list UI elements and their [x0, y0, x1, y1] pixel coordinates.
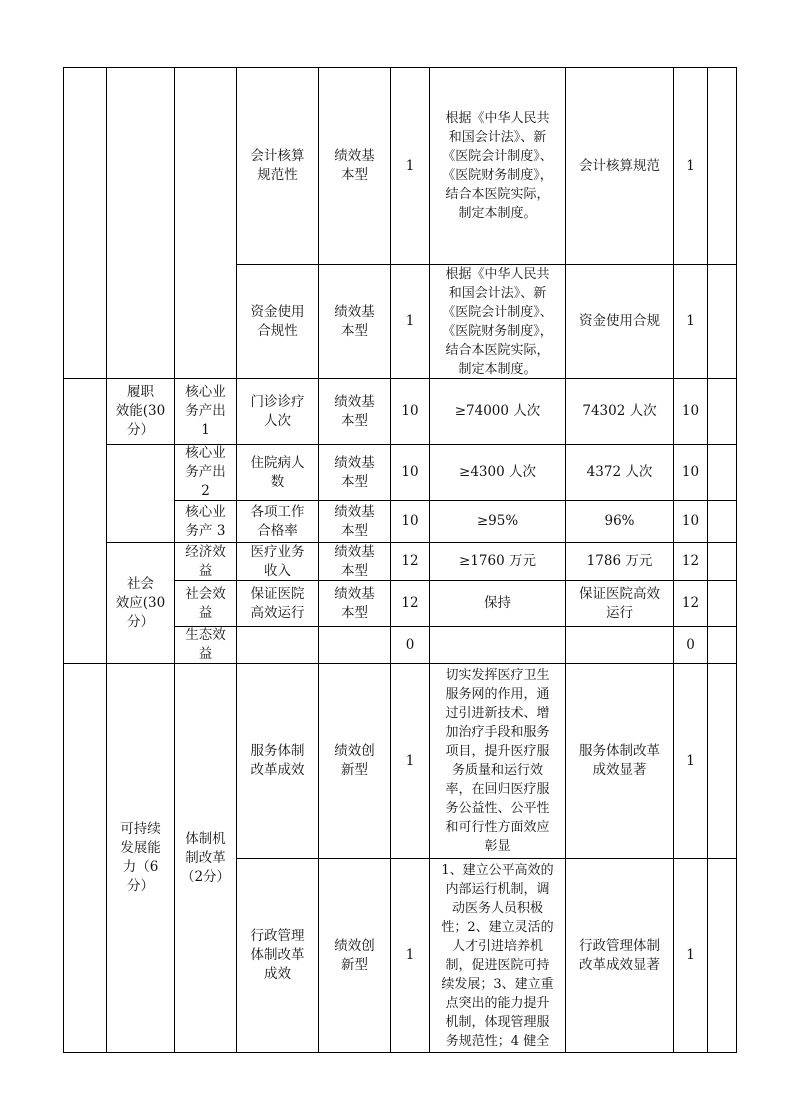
target-accounting: [429, 67, 566, 265]
level2-ecological-benefit-label: 生态效 益: [185, 627, 226, 662]
indicator-service-reform-text: 服务体制 改革成效: [250, 743, 305, 778]
blank-column-bottom: [63, 663, 107, 1053]
actual-service-reform-text: 服务体制改革 成效显著: [579, 743, 660, 778]
type-outpatient-text: 绩效基 本型: [334, 393, 375, 429]
target-ecology: [429, 626, 566, 664]
weight-inpatient: [390, 444, 430, 501]
weight-inpatient-text: 10: [401, 464, 419, 480]
weight-ecology: [390, 626, 430, 664]
score-social-text: 12: [681, 595, 700, 611]
actual-funds: [565, 264, 674, 379]
type-admin-reform: [318, 858, 391, 1053]
type-admin-reform-text: 绩效创 新型: [334, 937, 375, 973]
weight-social-text: 12: [401, 595, 419, 611]
level2-system-reform: [174, 663, 237, 1053]
indicator-social-text: 保证医院 高效运行: [250, 585, 305, 621]
level2-ecological-benefit: [174, 626, 237, 664]
target-outpatient: [429, 378, 566, 445]
weight-outpatient-text: 10: [401, 403, 419, 419]
target-medical-income: [429, 542, 566, 581]
remark-funds: [707, 264, 737, 379]
target-admin-reform-text: 1、建立公平高效的 内部运行机制，调 动医务人员积极 性；2、建立灵活的 人才引进培养机 制，促进医院可持 续发展；3、建立重 点突出的能力提升 机制，体现管理服 务规范性；4 健全: [441, 862, 554, 1049]
target-service-reform-text: 切实发挥医疗卫生 服务网的作用，通 过引进新技术、增 加治疗手段和服务 项目，提升医疗服 务质量和运行效 率，在回归医疗服 务公益性、公平性 和可行性方面效应 彰显: [445, 668, 550, 854]
target-inpatient: [429, 444, 566, 501]
indicator-service-reform: [236, 663, 319, 859]
remark-admin-reform: [707, 858, 737, 1053]
type-qualified-text: 绩效基 本型: [334, 503, 375, 539]
actual-outpatient-text: 74302 人次: [582, 403, 657, 419]
score-service-reform: [673, 663, 708, 859]
type-medical-income: [318, 542, 391, 581]
indicator-inpatient-text: 住院病人 数: [250, 454, 305, 490]
weight-medical-income: [390, 542, 430, 581]
actual-accounting-text: 会计核算规范: [579, 157, 660, 174]
score-outpatient-text: 10: [681, 403, 700, 419]
actual-social-text: 保证医院高效 运行: [579, 585, 660, 621]
weight-service-reform-text: 1: [405, 752, 415, 769]
score-accounting: [673, 67, 708, 265]
level2-core-output-2-label: 核心业 务产出 2: [185, 445, 226, 499]
level2-blank-top: [174, 67, 237, 379]
score-accounting-text: 1: [686, 157, 695, 174]
indicator-accounting-text: 会计核算 规范性: [250, 148, 305, 183]
indicator-funds: [236, 264, 319, 379]
weight-accounting: [390, 67, 430, 265]
actual-funds-text: 资金使用合规: [579, 313, 660, 329]
type-accounting: [318, 67, 391, 265]
level2-core-output-1: [174, 378, 237, 445]
type-inpatient-text: 绩效基 本型: [334, 454, 375, 490]
indicator-funds-text: 资金使用 合规性: [250, 303, 305, 339]
indicator-accounting: [236, 67, 319, 265]
score-qualified-text: 10: [681, 513, 700, 529]
type-social: [318, 580, 391, 627]
score-funds: [673, 264, 708, 379]
actual-social: [565, 580, 674, 627]
indicator-medical-income-text: 医疗业务 收入: [250, 543, 305, 579]
type-service-reform: [318, 663, 391, 859]
type-funds-text: 绩效基 本型: [334, 303, 375, 339]
score-medical-income: [673, 542, 708, 581]
blank-column-middle: [63, 378, 107, 664]
score-funds-text: 1: [686, 313, 695, 329]
actual-inpatient: [565, 444, 674, 501]
target-outpatient-text: ≥74000 人次: [454, 403, 541, 419]
type-qualified: [318, 500, 391, 543]
target-funds-text: 根据《中华人民共 和国会计法》、新 《医院会计制度》、 《医院财务制度》， 结合本医院实际， 制定本制度。: [442, 266, 553, 377]
indicator-ecology: [236, 626, 319, 664]
weight-funds: [390, 264, 430, 379]
type-funds: [318, 264, 391, 379]
score-admin-reform-text: 1: [686, 947, 695, 963]
actual-qualified-text: 96%: [604, 513, 635, 529]
type-inpatient: [318, 444, 391, 501]
weight-funds-text: 1: [405, 313, 415, 329]
level2-core-output-3: [174, 500, 237, 543]
score-inpatient: [673, 444, 708, 501]
weight-ecology-text: 0: [405, 636, 415, 653]
level1-social-effect-label: 社会 效应(30 分）: [115, 575, 166, 630]
remark-inpatient: [707, 444, 737, 501]
indicator-admin-reform: [236, 858, 319, 1053]
target-funds: [429, 264, 566, 379]
remark-ecology: [707, 626, 737, 664]
weight-service-reform: [390, 663, 430, 859]
level1-sustainable-development: [106, 663, 175, 1053]
level2-economic-benefit: [174, 542, 237, 581]
score-inpatient-text: 10: [681, 464, 700, 480]
target-social: [429, 580, 566, 627]
indicator-medical-income: [236, 542, 319, 581]
score-social: [673, 580, 708, 627]
weight-admin-reform: [390, 858, 430, 1053]
score-outpatient: [673, 378, 708, 445]
score-service-reform-text: 1: [686, 752, 695, 769]
actual-service-reform: [565, 663, 674, 859]
target-medical-income-text: ≥1760 万元: [459, 553, 536, 569]
actual-accounting: [565, 67, 674, 265]
actual-ecology: [565, 626, 674, 664]
target-inpatient-text: ≥4300 人次: [459, 464, 536, 480]
indicator-outpatient: [236, 378, 319, 445]
type-outpatient: [318, 378, 391, 445]
blank-column-top: [63, 67, 107, 379]
level1-sustainable-development-label: 可持续 发展能 力（6 分）: [120, 821, 161, 894]
actual-admin-reform-text: 行政管理体制 改革成效显著: [579, 937, 660, 973]
remark-qualified: [707, 500, 737, 543]
indicator-qualified: [236, 500, 319, 543]
target-qualified: [429, 500, 566, 543]
remark-service-reform: [707, 663, 737, 859]
level2-social-benefit-label: 社会效 益: [185, 585, 226, 621]
target-service-reform: [429, 663, 566, 859]
level2-system-reform-label: 体制机 制改革 （2分）: [180, 830, 231, 885]
weight-medical-income-text: 12: [401, 553, 419, 569]
actual-qualified: [565, 500, 674, 543]
actual-medical-income-text: 1786 万元: [586, 553, 653, 569]
remark-medical-income: [707, 542, 737, 581]
target-admin-reform: [429, 858, 566, 1053]
score-ecology: [673, 626, 708, 664]
type-social-text: 绩效基 本型: [334, 585, 375, 621]
indicator-inpatient: [236, 444, 319, 501]
target-social-text: 保持: [484, 595, 511, 611]
weight-admin-reform-text: 1: [405, 947, 415, 963]
weight-qualified-text: 10: [401, 513, 419, 529]
weight-qualified: [390, 500, 430, 543]
level1-blank-top: [106, 67, 175, 379]
indicator-qualified-text: 各项工作 合格率: [250, 503, 305, 539]
level1-blank-mid: [106, 444, 175, 543]
actual-outpatient: [565, 378, 674, 445]
level1-performance-efficiency: [106, 378, 175, 445]
score-medical-income-text: 12: [681, 553, 700, 569]
indicator-admin-reform-text: 行政管理 体制改革 成效: [250, 928, 305, 982]
level2-core-output-3-label: 核心业 务产 3: [185, 503, 226, 539]
actual-admin-reform: [565, 858, 674, 1053]
indicator-outpatient-text: 门诊诊疗 人次: [250, 393, 305, 429]
level2-economic-benefit-label: 经济效 益: [185, 543, 226, 579]
remark-outpatient: [707, 378, 737, 445]
level1-social-effect: [106, 542, 175, 664]
level2-core-output-2: [174, 444, 237, 501]
type-accounting-text: 绩效基 本型: [334, 148, 375, 183]
indicator-social: [236, 580, 319, 627]
type-medical-income-text: 绩效基 本型: [334, 543, 375, 579]
level2-core-output-1-label: 核心业 务产出 1: [185, 384, 226, 438]
target-accounting-text: 根据《中华人民共 和国会计法》、新 《医院会计制度》、 《医院财务制度》， 结合本医院实际， 制定本制度。: [442, 111, 553, 221]
weight-outpatient: [390, 378, 430, 445]
type-service-reform-text: 绩效创 新型: [334, 743, 375, 778]
actual-inpatient-text: 4372 人次: [586, 464, 653, 480]
remark-accounting: [707, 67, 737, 265]
target-qualified-text: ≥95%: [476, 513, 519, 529]
remark-social: [707, 580, 737, 627]
actual-medical-income: [565, 542, 674, 581]
score-ecology-text: 0: [686, 636, 695, 653]
type-ecology: [318, 626, 391, 664]
level1-performance-efficiency-label: 履职 效能(30 分）: [115, 384, 166, 438]
score-admin-reform: [673, 858, 708, 1053]
weight-social: [390, 580, 430, 627]
level2-social-benefit: [174, 580, 237, 627]
score-qualified: [673, 500, 708, 543]
weight-accounting-text: 1: [405, 157, 415, 174]
